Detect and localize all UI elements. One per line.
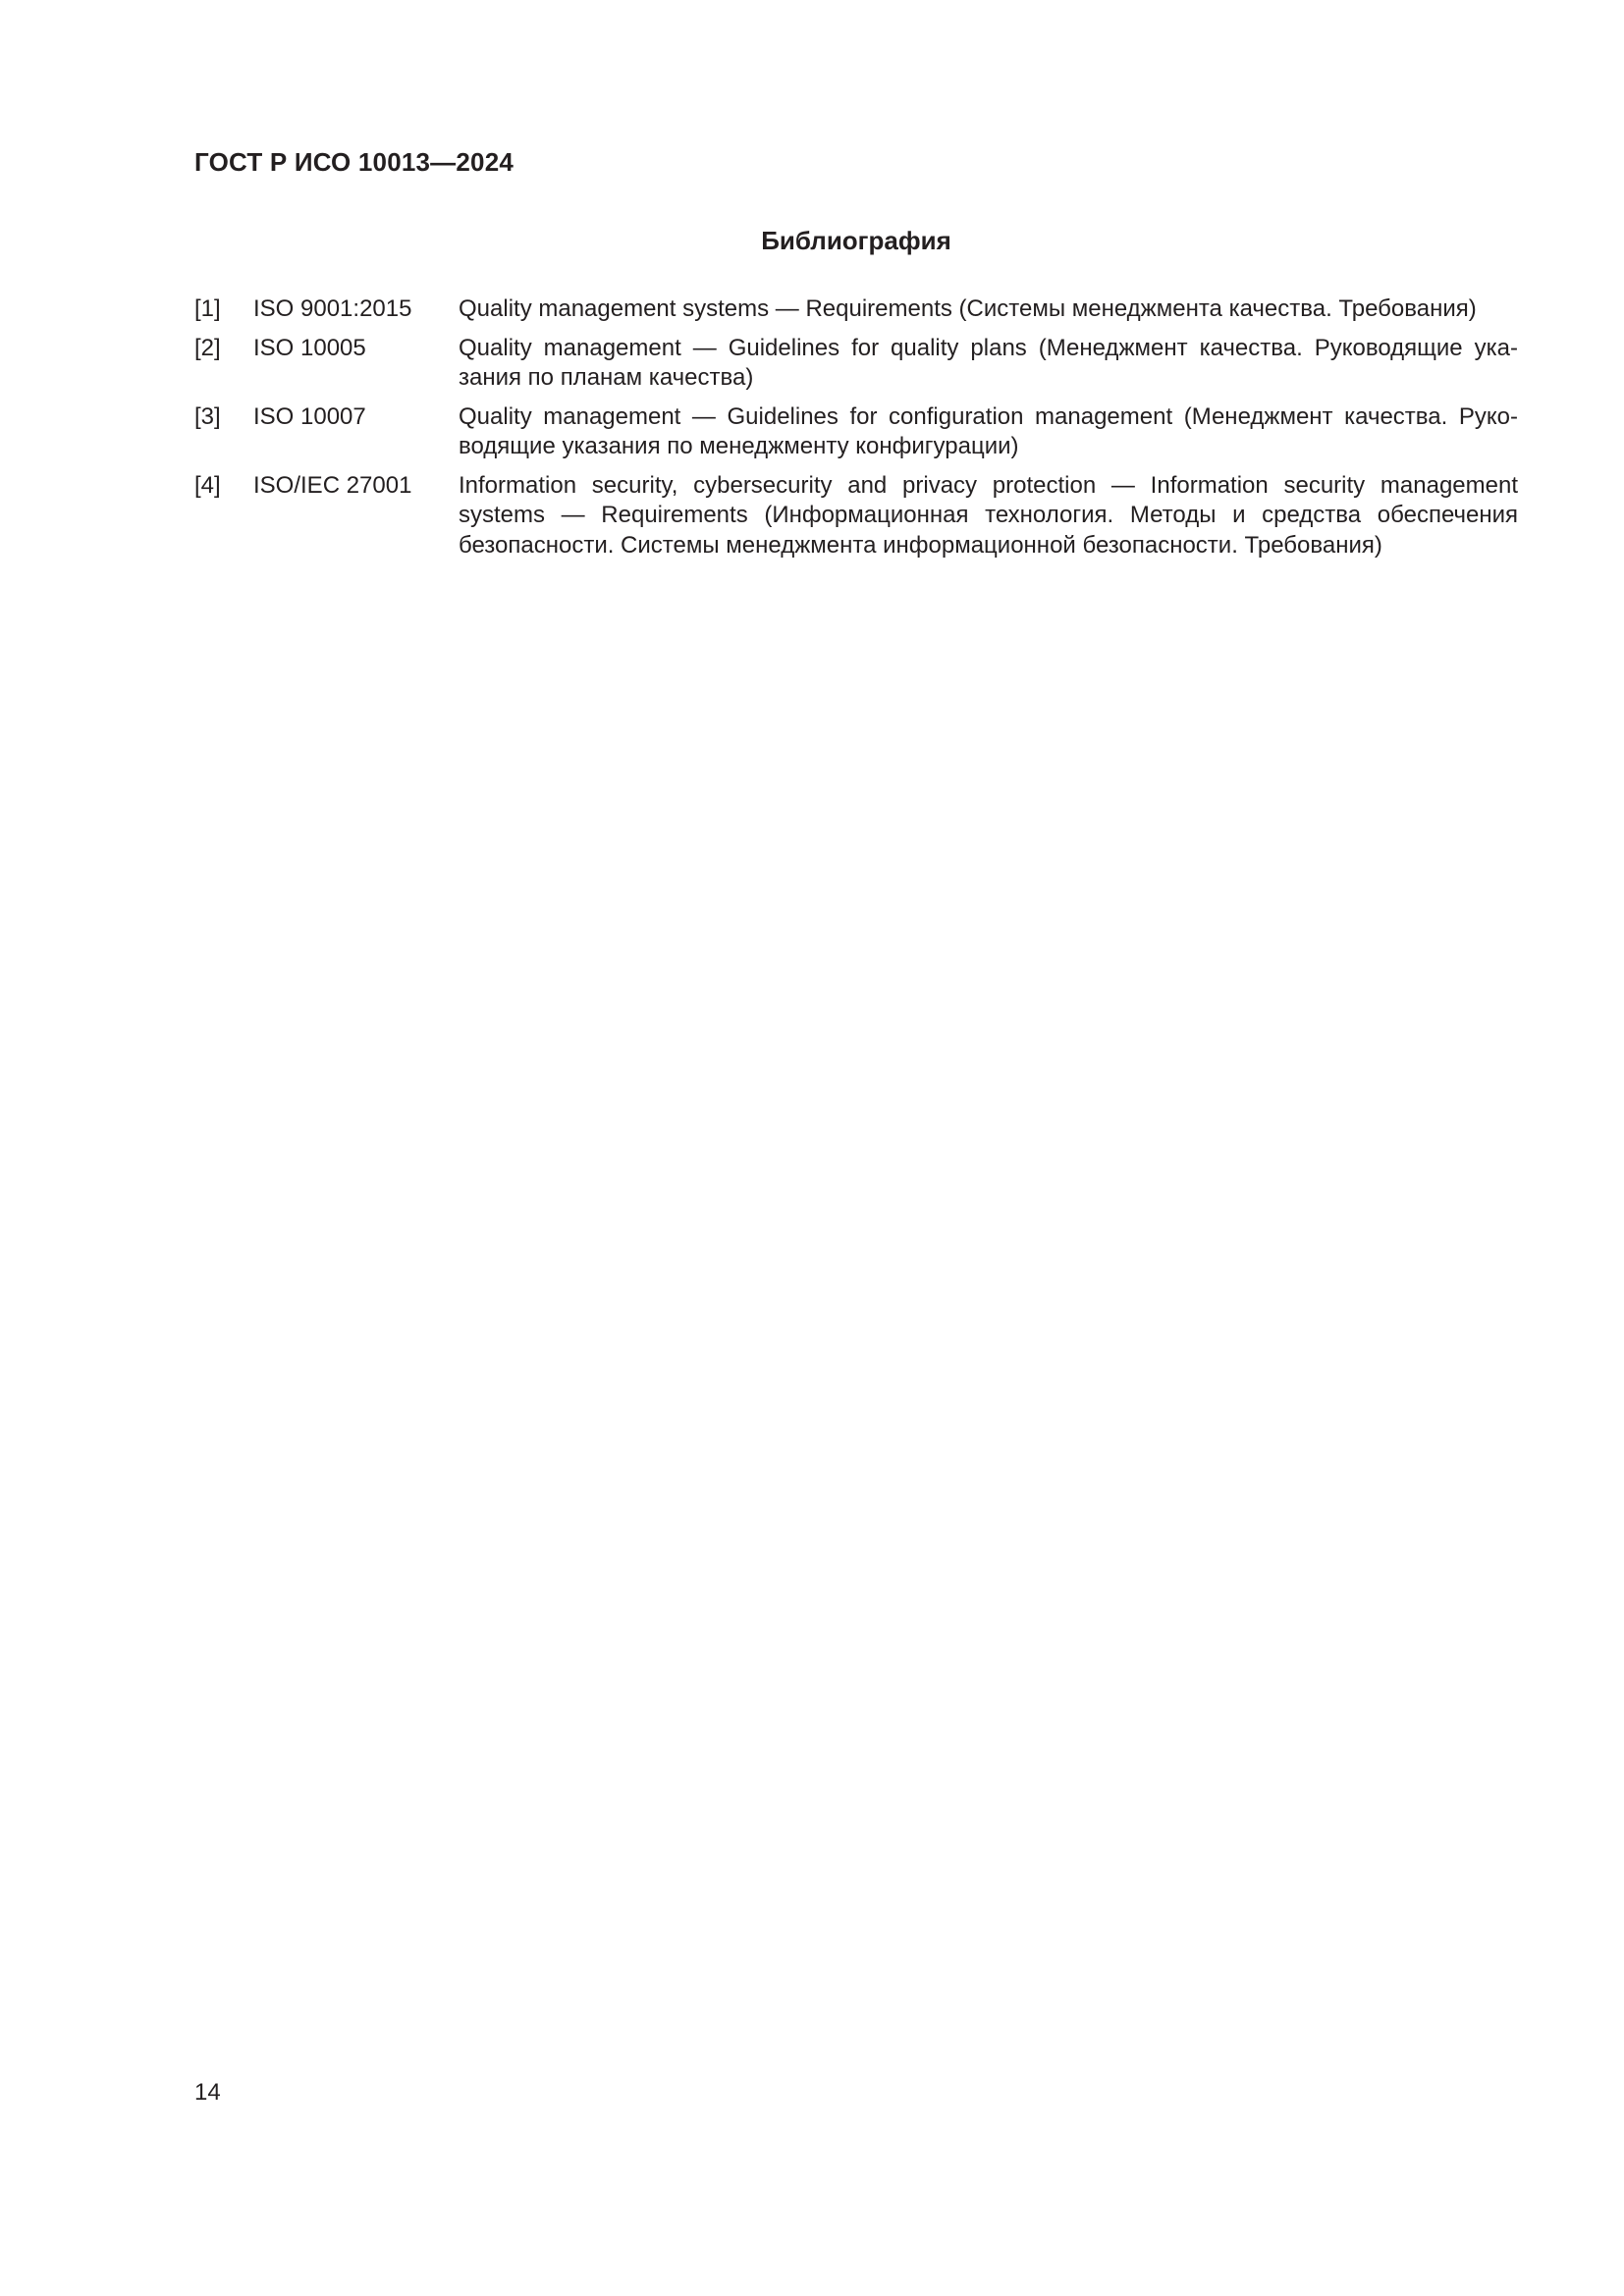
entry-standard: ISO 9001:2015 — [253, 295, 412, 322]
entry-standard: ISO/IEC 27001 — [253, 471, 412, 499]
bibliography-title: Библиография — [761, 226, 951, 255]
entry-standard: ISO 10007 — [253, 402, 366, 430]
entry-title: Quality management systems — Requirements (Системы менеджмента качества. Требования) — [459, 295, 1477, 322]
entry-title: Information security, cybersecurity and privacy protection — Information security management systems — Requirements (Информационная технология. Методы и средства обеспечения безопасности. Системы менеджмента информационной безопасности. Требования) — [459, 471, 1518, 559]
entry-number: [1] — [194, 295, 221, 322]
bibliography-entry — [194, 402, 1518, 462]
bibliography-entry — [194, 294, 1518, 325]
document-header: ГОСТ Р ИСО 10013—2024 — [194, 147, 514, 177]
entry-title: Quality management — Guidelines for quality plans (Менеджмент качества. Руководящие указания по планам качества) — [459, 334, 1518, 391]
entry-number: [4] — [194, 471, 221, 499]
bibliography-entry — [194, 471, 1518, 561]
page-number: 14 — [194, 2079, 221, 2106]
entry-title: Quality management — Guidelines for configuration management (Менеджмент качества. Руководящие указания по менеджменту конфигурации) — [459, 402, 1518, 459]
bibliography-list — [194, 294, 1518, 569]
bibliography-entry — [194, 334, 1518, 394]
entry-number: [2] — [194, 334, 221, 361]
entry-number: [3] — [194, 402, 221, 430]
entry-standard: ISO 10005 — [253, 334, 366, 361]
